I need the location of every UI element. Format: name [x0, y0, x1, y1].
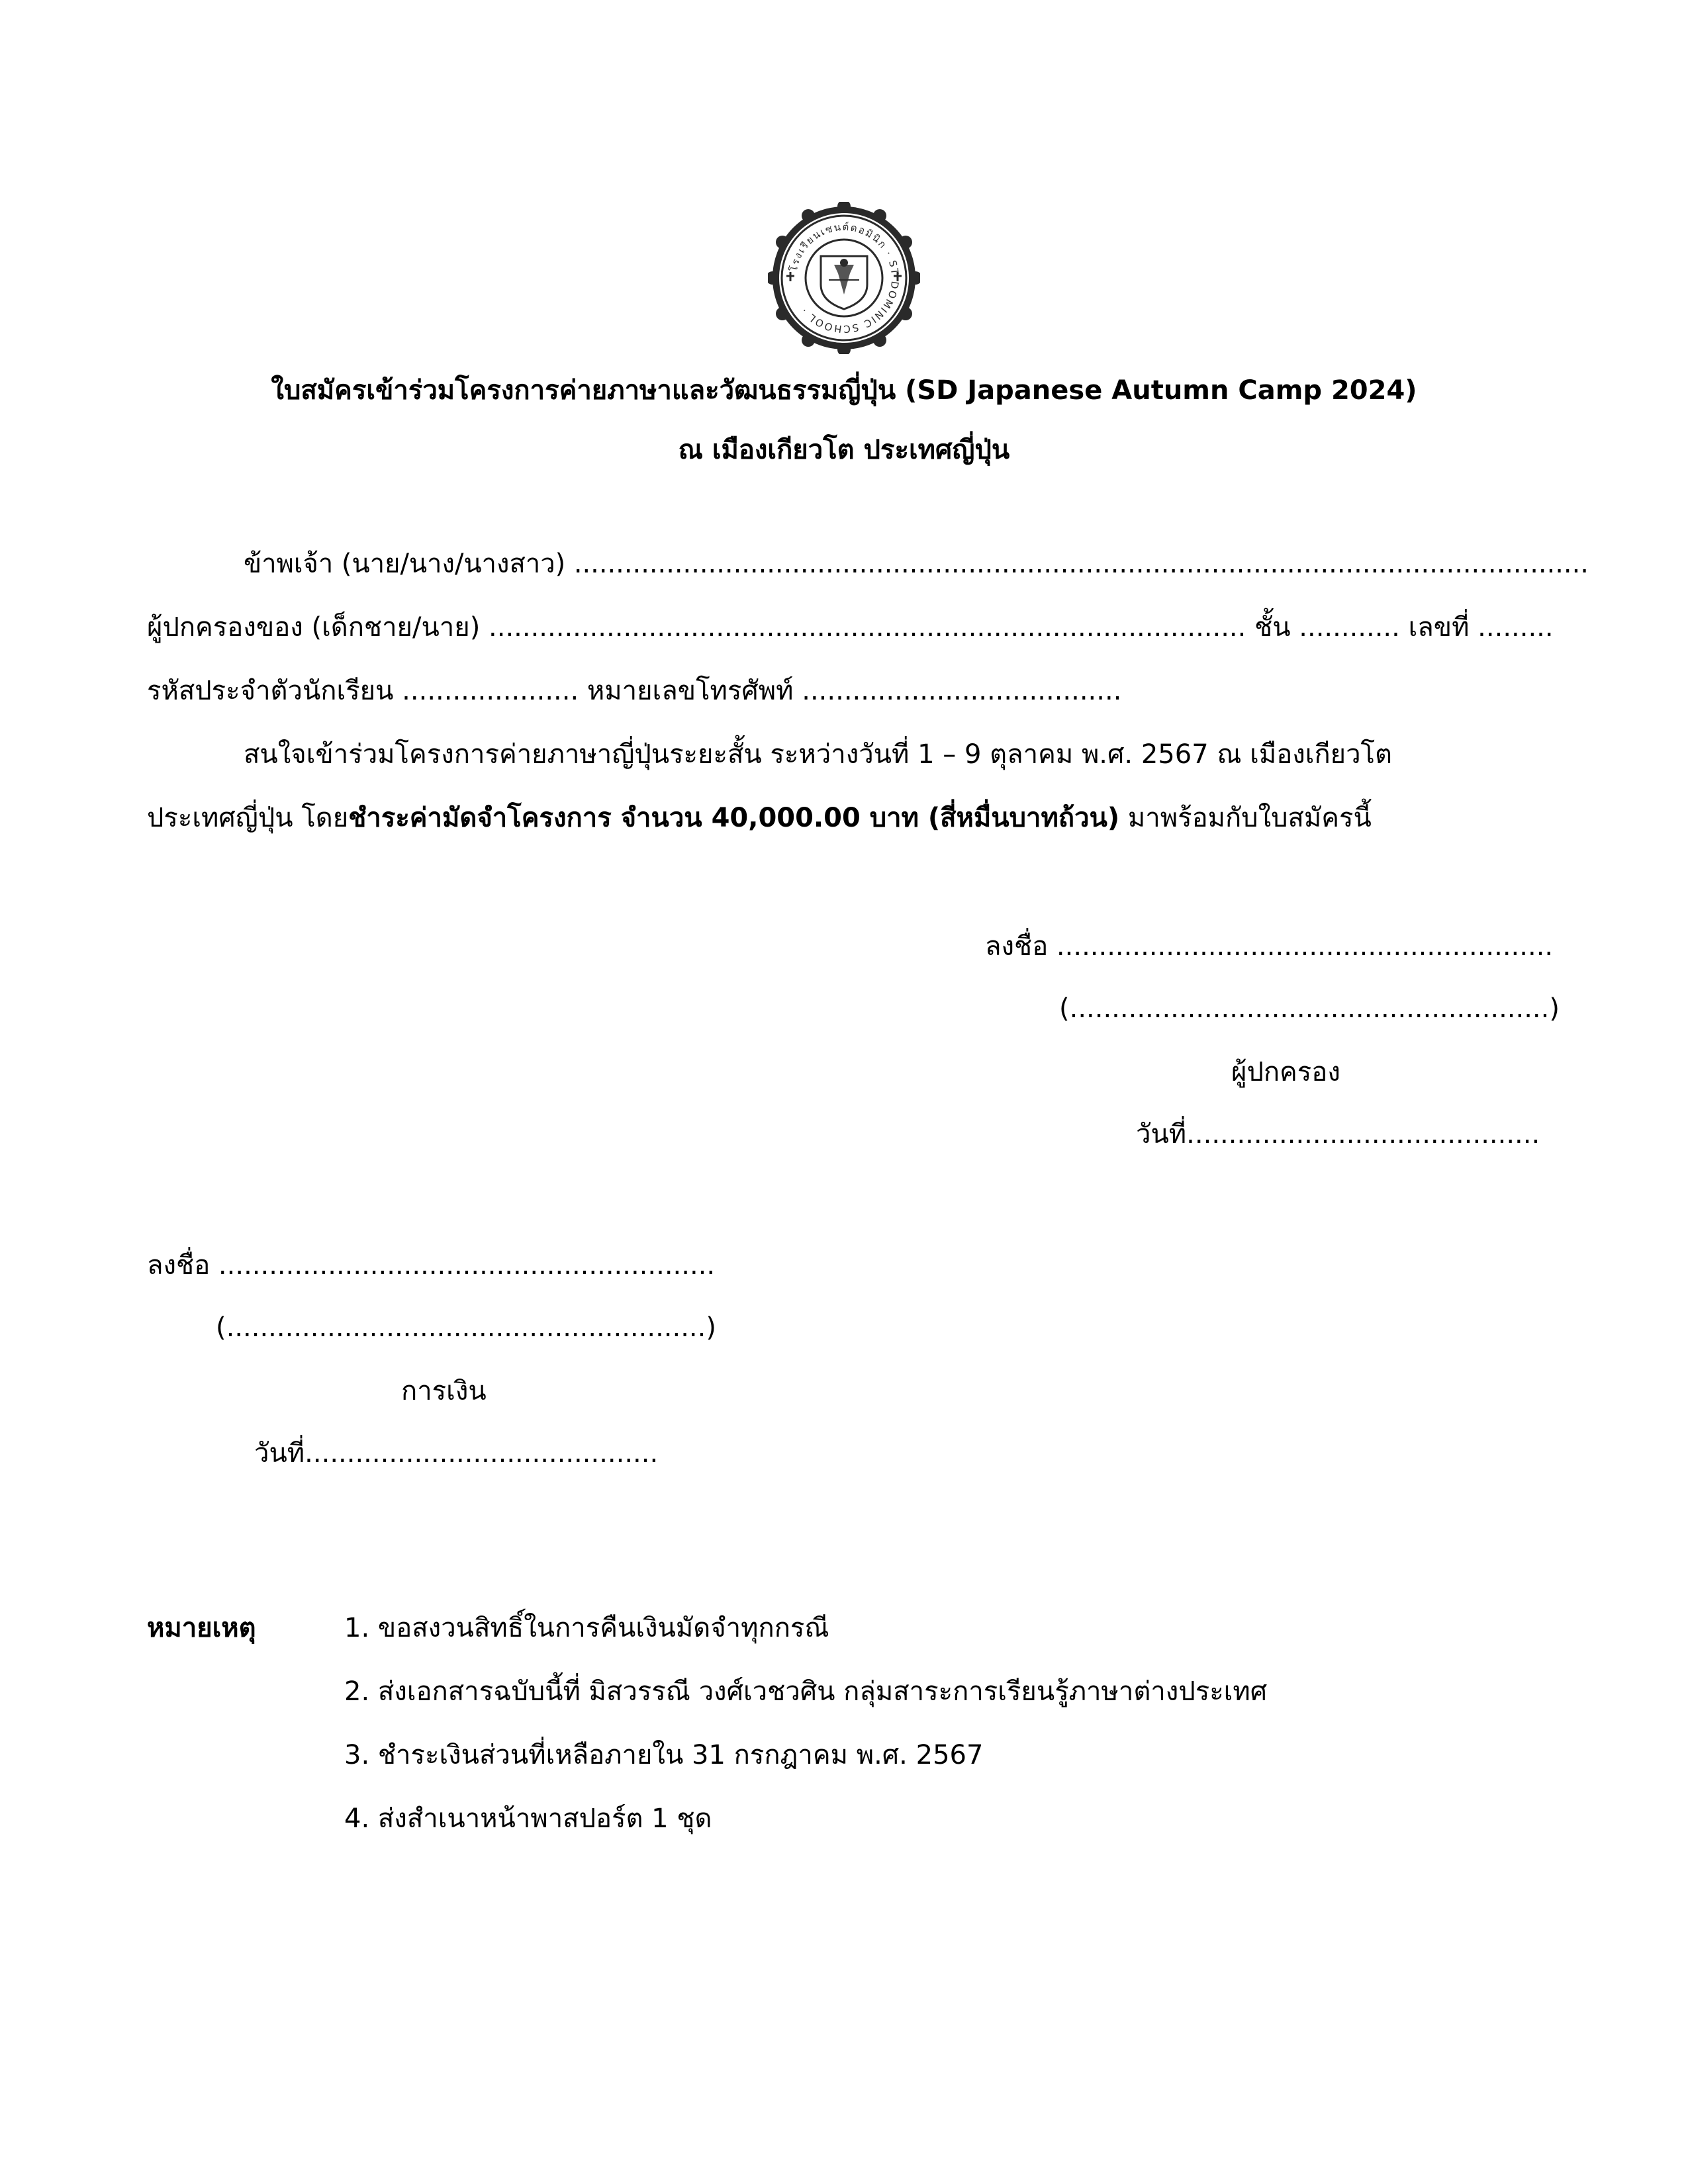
deposit-statement-pre: ประเทศญี่ปุ่น โดย [147, 803, 349, 833]
finance-signature-field[interactable]: ลงชื่อ ........................................................... [147, 1250, 716, 1281]
interest-statement: สนใจเข้าร่วมโครงการค่ายภาษาญี่ปุ่นระยะสั้น ระหว่างวันที่ 1 – 9 ตุลาคม พ.ศ. 2567 ณ เมืองเกียวโต [244, 739, 1393, 770]
note-item-1: 1. ขอสงวนสิทธิ์ในการคืนเงินมัดจำทุกกรณี [344, 1613, 829, 1643]
deposit-statement [147, 798, 1372, 838]
note-item-2: 2. ส่งเอกสารฉบับนี้ที่ มิสวรรณี วงศ์เวชวศิน กลุ่มสาระการเรียนรู้ภาษาต่างประเทศ [344, 1676, 1268, 1707]
deposit-statement-post: มาพร้อมกับใบสมัครนี้ [1119, 803, 1372, 833]
finance-printed-name-field[interactable]: (.........................................................) [216, 1312, 716, 1343]
note-item-4: 4. ส่งสำเนาหน้าพาสปอร์ต 1 ชุด [344, 1803, 712, 1834]
guardian-date-field[interactable]: วันที่.......................................... [1136, 1119, 1540, 1150]
notes-label: หมายเหตุ [147, 1613, 256, 1643]
guardian-role-label: ผู้ปกครอง [1231, 1057, 1340, 1087]
page-subtitle: ณ เมืองเกียวโต ประเทศญี่ปุ่น [678, 435, 1010, 465]
applicant-name-field[interactable]: ข้าพเจ้า (นาย/นาง/นางสาว) ......................................................................................................................... [244, 549, 1589, 579]
guardian-signature-field[interactable]: ลงชื่อ ........................................................... [985, 931, 1554, 962]
finance-role-label: การเงิน [401, 1376, 487, 1406]
school-seal-icon [768, 202, 920, 354]
note-item-3: 3. ชำระเงินส่วนที่เหลือภายใน 31 กรกฎาคม พ.ศ. 2567 [344, 1740, 984, 1770]
page-title: ใบสมัครเข้าร่วมโครงการค่ายภาษาและวัฒนธรรมญี่ปุ่น (SD Japanese Autumn Camp 2024) [271, 375, 1417, 406]
guardian-printed-name-field[interactable]: (.........................................................) [1059, 993, 1560, 1024]
deposit-amount: ชำระค่ามัดจำโครงการ จำนวน 40,000.00 บาท (สี่หมื่นบาทถ้วน) [348, 803, 1120, 833]
svg-text:โรงเรียนเซนต์ดอมินิก · ST DOMI: โรงเรียนเซนต์ดอมินิก · ST DOMINIC SCHOOL · [787, 220, 902, 336]
guardian-of-field[interactable]: ผู้ปกครองของ (เด็กชาย/นาย) .......................................................................................... ชั้น ............ เลขที่ ......... [147, 612, 1554, 643]
student-id-phone-field[interactable]: รหัสประจำตัวนักเรียน ..................... หมายเลขโทรศัพท์ ...................................... [147, 676, 1122, 706]
finance-date-field[interactable]: วันที่.......................................... [254, 1438, 659, 1469]
